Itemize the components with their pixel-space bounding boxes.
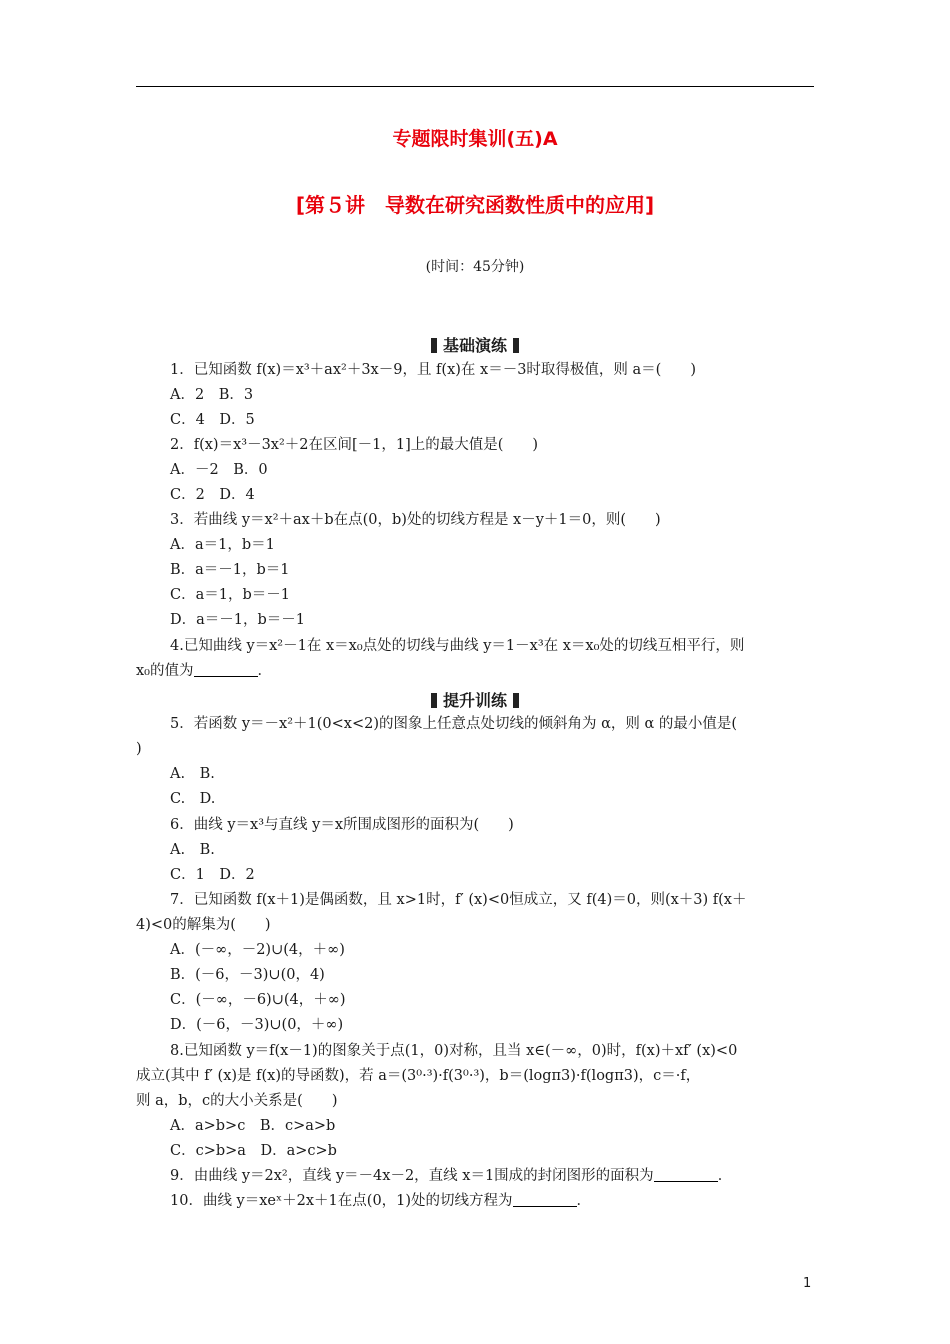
question-6: 6．曲线 y＝x³与直线 y＝x所围成图形的面积为( ) [170,817,514,833]
question-6-options-cd: C．1 D．2 [170,867,255,883]
question-3-option-b: B．a＝－1，b＝1 [170,562,290,578]
page-subtitle: [第５讲 导数在研究函数性质中的应用] [295,193,655,217]
question-7-line-1: 7．已知函数 f(x＋1)是偶函数，且 x>1时，f′ (x)<0恒成立，又 f(4)＝0，则(x＋3) f(x＋ [170,892,747,908]
question-1-options-ab: A．2 B．3 [170,387,254,403]
question-7-option-d: D．(－6，－3)∪(0，＋∞) [170,1017,344,1033]
page-title: 专题限时集训(五)A [392,128,558,150]
question-6-options-ab: A. B. [170,842,215,858]
answer-blank [513,1192,577,1207]
question-3: 3．若曲线 y＝x²＋ax＋b在点(0，b)处的切线方程是 x－y＋1＝0，则( ) [170,512,661,528]
section-advanced: 提升训练 [0,688,950,711]
section-bar-icon [431,693,437,708]
question-8-line-2: 成立(其中 f′ (x)是 f(x)的导函数)，若 a＝(3⁰·³)·f(3⁰·³)，b＝(logπ3)·f(logπ3)，c＝·f， [136,1068,701,1084]
question-9: 9．由曲线 y＝2x²，直线 y＝－4x－2，直线 x＝1围成的封闭图形的面积为 ． [170,1168,733,1184]
question-2: 2．f(x)＝x³－3x²＋2在区间[－1，1]上的最大值是( ) [170,437,539,453]
question-4-line-1: 4.已知曲线 y＝x²－1在 x＝x₀点处的切线与曲线 y＝1－x³在 x＝x₀处的切线互相平行，则 [170,638,745,654]
time-limit: (时间：45分钟) [425,259,525,275]
section-basic: 基础演练 [0,333,950,356]
question-3-option-a: A．a＝1，b＝1 [170,537,275,553]
question-7-option-b: B．(－6，－3)∪(0，4) [170,967,325,983]
question-8-line-1: 8.已知函数 y＝f(x－1)的图象关于点(1，0)对称，且当 x∈(－∞，0)时，f(x)＋xf′ (x)<0 [170,1043,738,1059]
header-rule [136,86,814,87]
question-7-option-c: C．(－∞，－6)∪(4，＋∞) [170,992,346,1008]
answer-blank [654,1167,718,1182]
question-5-options-cd: C. D. [170,791,216,807]
question-3-option-c: C．a＝1，b＝－1 [170,587,290,603]
question-1-options-cd: C．4 D．5 [170,412,255,428]
question-8-options-cd: C．c>b>a D．a>c>b [170,1143,337,1159]
question-8-options-ab: A．a>b>c B．c>a>b [170,1118,336,1134]
section-bar-icon [431,338,437,353]
question-3-option-d: D．a＝－1，b＝－1 [170,612,306,628]
question-5-line-1: 5．若函数 y＝－x²＋1(0<x<2)的图象上任意点处切线的倾斜角为 α，则 α 的最小值是( [170,716,738,732]
question-5-line-2: ) [136,741,142,757]
question-8-line-3: 则 a，b，c的大小关系是( ) [136,1093,338,1109]
page-number: 1 [803,1276,812,1291]
question-7-line-2: 4)<0的解集为( ) [136,917,271,933]
question-1: 1．已知函数 f(x)＝x³＋ax²＋3x－9，且 f(x)在 x＝－3时取得极值，则 a＝( ) [170,362,696,378]
question-10: 10．曲线 y＝xeˣ＋2x＋1在点(0，1)处的切线方程为 ． [170,1193,592,1209]
question-5-options-ab: A. B. [170,766,215,782]
question-7-option-a: A．(－∞，－2)∪(4，＋∞) [170,942,345,958]
answer-blank [194,662,258,677]
question-2-options-cd: C．2 D．4 [170,487,255,503]
question-2-options-ab: A．－2 B．0 [170,462,268,478]
section-bar-icon [513,338,519,353]
section-bar-icon [513,693,519,708]
question-4-line-2: x₀的值为 ． [136,663,272,679]
